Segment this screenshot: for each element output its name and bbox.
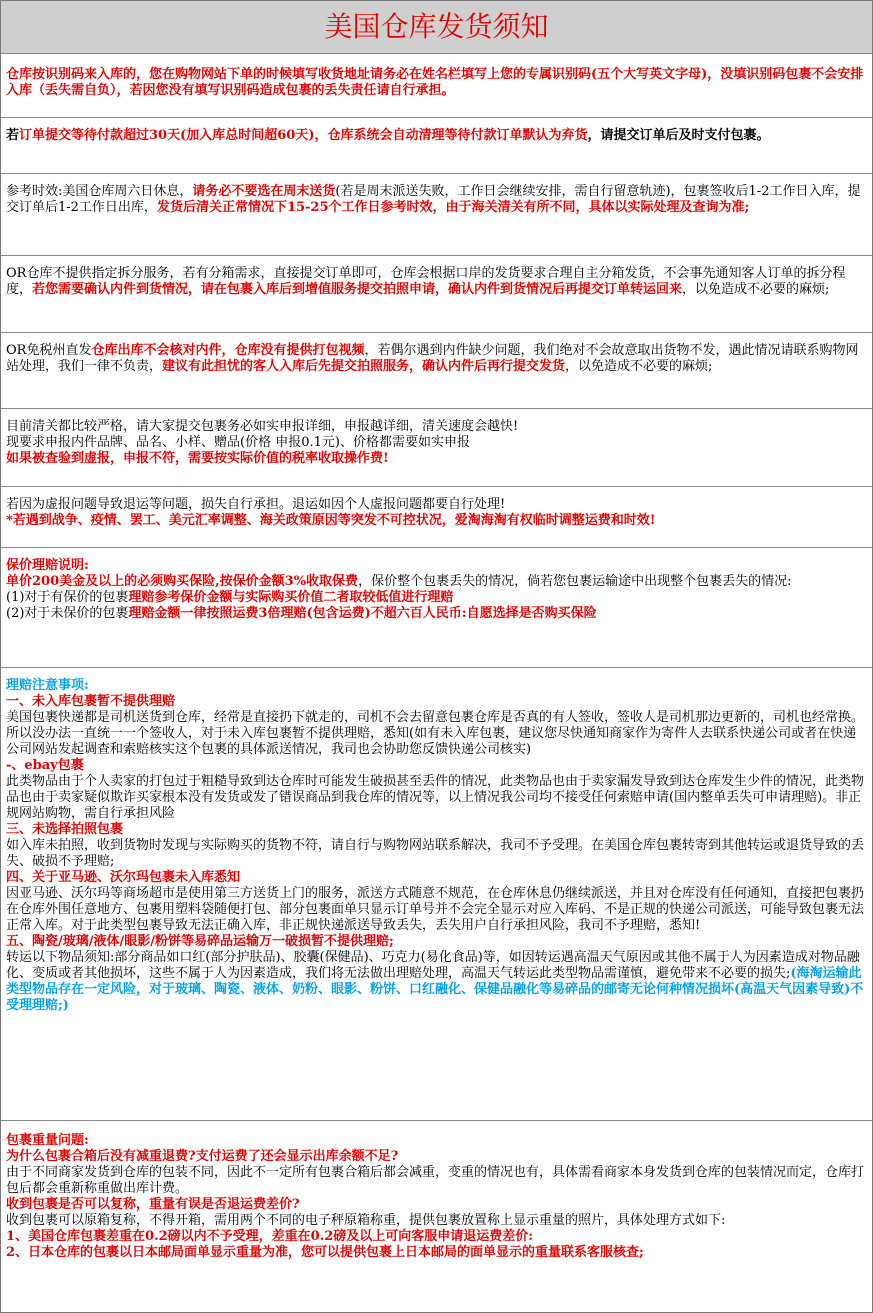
- split-service-photo: 若您需要确认内件到货情况，请在包裹入库后到增值服务提交拍照申请，确认内件到货情况后再提交订单转运回来: [32, 282, 683, 297]
- weight-heading: 包裹重量问题:: [6, 1133, 89, 1148]
- weight-answer-1: 由于不同商家发货到仓库的包装不同，因此不一定所有包裹合箱后都会减重，变重的情况也有，具体需看商家本身发货到仓库的包装情况而定，仓库打包后都会重新称重做出库计费。: [6, 1165, 865, 1196]
- return-risk-line-2: *若遇到战争、疫情、罢工、美元汇率调整、海关政策原因等突发不可控状况，爱淘海淘有权临时调整运费和时效!: [6, 513, 656, 528]
- section-return-risk: [1, 487, 872, 548]
- insurance-case-1: 理赔参考保价金额与实际购买价值二者取较低值进行理赔: [128, 590, 454, 605]
- weight-question-1: 为什么包裹合箱后没有减重退费?支付运费了还会显示出库余额不足?: [6, 1149, 399, 1164]
- claim-4-heading: 四、关于亚马逊、沃尔玛包裹未入库悉知: [6, 870, 241, 885]
- title-bar: [1, 1, 872, 54]
- insurance-text: ，保价整个包裹丢失的情况，倘若您包裹运输途中出现整个包裹丢失的情况:: [358, 574, 792, 589]
- reference-time-text-1: 参考时效:美国仓库周六日休息，: [6, 184, 193, 199]
- section-identification-code: [1, 54, 872, 118]
- reference-time-weekend: 请务必不要选在周末送货: [192, 184, 336, 199]
- claim-1-heading: 一、未入库包裹暂不提供理赔: [6, 694, 176, 709]
- weight-rule-1: 1、美国仓库包裹差重在0.2磅以内不予受理，差重在0.2磅及以上可向客服申请退运费差价:: [6, 1229, 534, 1244]
- identification-code-text: 仓库按识别码来入库的，您在购物网站下单的时候填写收货地址请务必在姓名栏填写上您的专属识别码(五个大写英文字母)，没填识别码包裹不会安排入库（丢失需自负），若因您没有填写识别码造成包裹的丢失责任请自行承担。: [6, 67, 864, 98]
- page-title: 美国仓库发货须知: [324, 10, 549, 43]
- payment-timeout-text: 订单提交等待付款超过30天(加入库总时间超60天)，仓库系统会自动清理等待付款订单默认为弃货: [19, 128, 588, 143]
- claim-5-heading: 五、陶瓷/玻璃/液体/眼影/粉饼等易碎品运输万一破损暂不提供理赔;: [6, 934, 394, 949]
- payment-prefix: 若: [6, 128, 20, 143]
- claim-3-text: 如入库未拍照，收到货物时发现与实际购买的货物不符，请自行与购物网站联系解决，我司不予受理。在美国仓库包裹转寄到其他转运或退货导致的丢失、破损不予理赔;: [6, 838, 865, 869]
- weight-question-2: 收到包裹是否可以复称，重量有误是否退运费差价?: [6, 1197, 300, 1212]
- section-tax-free-direct: [1, 333, 872, 409]
- tax-free-text-3: ，以免造成不必要的麻烦;: [565, 359, 713, 374]
- section-customs-declaration: [1, 409, 872, 487]
- claim-5-warning: (海淘运输此类型物品存在一定风险，对于玻璃、陶瓷、液体、奶粉、眼影、粉饼、口红融化、保健品融化等易碎品的邮寄无论何种情况损坏(高温天气因素导致)不受理理赔;): [6, 966, 864, 1013]
- section-payment-timeout: [1, 118, 872, 174]
- reference-time-clearance: 发货后清关正常情况下15-25个工作日参考时效，由于海关清关有所不同，具体以实际处理及查询为准;: [156, 200, 750, 215]
- insurance-required: 单价200美金及以上的必须购买保险,按保价金额3%收取保费: [6, 574, 359, 589]
- section-reference-time: [1, 174, 872, 256]
- claim-notes-heading: 理赔注意事项:: [6, 678, 89, 693]
- section-claim-notes: [1, 668, 872, 1121]
- weight-answer-2: 收到包裹可以原箱复称，不得开箱，需用两个不同的电子秤原箱称重，提供包裹放置称上显示重量的照片，具体处理方式如下:: [6, 1213, 726, 1228]
- claim-5-text: 转运以下物品须知:部分商品如口红(部分护肤品)、胶囊(保健品)、巧克力(易化食品)等，如因转运遇高温天气原因或其他不属于人为因素造成对物品融化、变质或者其他损坏，这些不属于人为因素造成，我们将无法做出理赔处理，高温天气转运此类型物品需谨慎，避免带来不必要的损失;: [6, 950, 860, 981]
- claim-3-heading: 三、未选择拍照包裹: [6, 822, 124, 837]
- claim-4-text: 因亚马逊、沃尔玛等商场超市是使用第三方送货上门的服务，派送方式随意不规范，在仓库休息仍继续派送，并且对仓库没有任何通知，直接把包裹扔在仓库外围任意地方、包裹用塑料袋随便打包、部分包裹面单只显示订单号并不会完全显示对应入库码、不是正规的快递公司派送，可能导致包裹无法正常入库。对于此类型包裹导致无法正确入库，非正规快递派送导致丢失，丢失用户自行承担风险，我司不予理赔，悉知!: [6, 886, 865, 933]
- section-split-service: [1, 256, 872, 333]
- payment-suffix: ，请提交订单后及时支付包裹。: [587, 128, 770, 143]
- return-risk-line-1: 若因为虚报问题导致退运等问题，损失自行承担。退运如因个人虚报问题都要自行处理!: [6, 497, 506, 512]
- declaration-line-1: 目前清关都比较严格，请大家提交包裹务必如实申报详细，申报越详细，清关速度会越快!: [6, 419, 519, 434]
- claim-2-text: 此类物品由于个人卖家的打包过于粗糙导致到达仓库时可能发生破损甚至丢件的情况，此类物品也由于卖家漏发导致到达仓库发生少件的情况，此类物品也由于卖家疑似欺诈买家根本没有发货或发了错误商品到我仓库的情况等，以上情况我公司均不接受任何索赔申请(国内整单丢失可申请理赔)。非正规网站购物，需自行承担风险: [6, 774, 865, 821]
- section-insurance: [1, 548, 872, 668]
- insurance-case-2: 理赔金额一律按照运费3倍理赔(包含运费)不超六百人民币:自愿选择是否购买保险: [128, 606, 597, 621]
- insurance-case-2-label: (2)对于未保价的包裹: [6, 606, 129, 621]
- tax-free-text-1: OR免税州直发: [6, 343, 92, 358]
- claim-1-text: 美国包裹快递都是司机送货到仓库，经常是直接扔下就走的，司机不会去留意包裹仓库是否真的有人签收，签收人是司机那边更新的，司机也经常换。所以没办法一直统一一个签收人，对于未入库包裹暂不提供理赔，悉知(如有未入库包裹，建议您尽快通知商家作为寄件人去联系快递公司或者在快递公司网站发起调查和索赔核实这个包裹的具体派送情况，我司也会协助您反馈快递公司核实): [6, 710, 865, 757]
- insurance-case-1-label: (1)对于有保价的包裹: [6, 590, 129, 605]
- tax-free-no-check: 仓库出库不会核对内件，仓库没有提供打包视频: [91, 343, 365, 358]
- split-service-text-1: OR仓库不提供指定拆分服务，若有分箱需求，直接提交订单即可，仓库会根据口岸的发货要求合理自主分箱发货，不会事先通知客人订单的拆分程度，: [6, 266, 846, 297]
- reference-time-text-2: (若是周末派送失败，工作日会继续安排，需自行留意轨迹)，包裹签收后1-2工作日入库，提交订单后1-2工作日出库，: [6, 184, 861, 215]
- claim-2-heading: -、ebay包裹: [6, 758, 84, 773]
- section-package-weight: [1, 1121, 872, 1269]
- split-service-text-2: ，以免造成不必要的麻烦;: [682, 282, 830, 297]
- weight-rule-2: 2、日本仓库的包裹以日本邮局面单显示重量为准，您可以提供包裹上日本邮局的面单显示的重量联系客服核查;: [6, 1245, 644, 1260]
- declaration-line-2: 现要求申报内件品牌、品名、小样、赠品(价格 申报0.1元)、价格都需要如实申报: [6, 435, 470, 450]
- tax-free-suggestion: 建议有此担忧的客人入库后先提交拍照服务，确认内件后再行提交发货: [162, 359, 566, 374]
- insurance-heading: 保价理赔说明:: [6, 558, 89, 573]
- tax-free-text-2: ，若偶尔遇到内件缺少问题，我们绝对不会故意取出货物不发，遇此情况请联系购物网站处理，我们一律不负责，: [6, 343, 859, 374]
- declaration-line-3: 如果被查验到虚报，申报不符，需要按实际价值的税率收取操作费!: [6, 451, 389, 466]
